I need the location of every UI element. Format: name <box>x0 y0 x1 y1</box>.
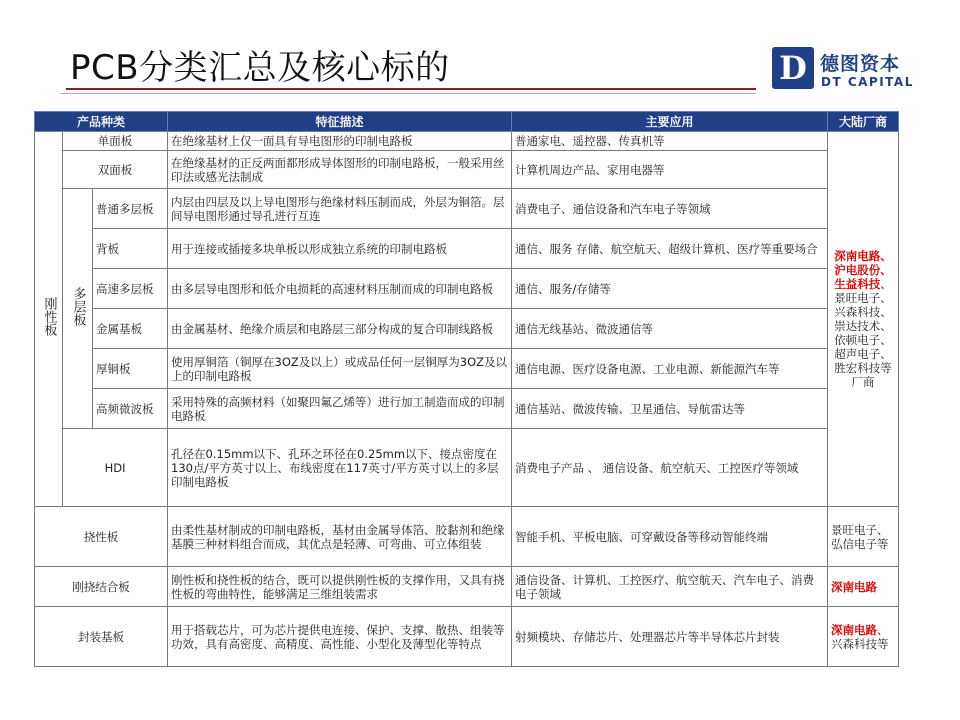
row-application: 射频模块、存储芯片、处理器芯片等半导体芯片封装 <box>512 607 828 667</box>
row-name: 挠性板 <box>35 507 168 567</box>
row-application: 消费电子产品 、 通信设备、航空航天、工控医疗等领域 <box>512 429 828 507</box>
row-feature: 孔径在0.15mm以下、孔环之环径在0.25mm以下、接点密度在130点/平方英寸以上、布线密度在117英寸/平方英寸以上的多层印制电路板 <box>168 429 512 507</box>
logo-mark-icon: D <box>772 47 814 89</box>
row-feature: 由柔性基材制成的印制电路板，基材由金属导体箔、胶黏剂和绝缘基膜三种材料组合而成，其优点是轻薄、可弯曲、可立体组装 <box>168 507 512 567</box>
row-feature: 内层由四层及以上导电图形与绝缘材料压制而成，外层为铜箔。层间导电图形通过导孔进行互连 <box>168 189 512 229</box>
rigid-makers <box>828 132 899 507</box>
row-name: HDI <box>63 429 168 507</box>
group-multilayer-label: 多层板 <box>63 189 93 429</box>
row-feature: 采用特殊的高频材料（如聚四氟乙烯等）进行加工制造而成的印制电路板 <box>168 389 512 429</box>
title-underline-thin <box>60 93 756 94</box>
logo-name-en: DT CAPITAL <box>821 75 914 89</box>
row-feature: 在绝缘基材的正反两面都形成导体图形的印制电路板，一般采用丝印法或感光法制成 <box>168 151 512 189</box>
row-application: 通信、服务 存储、航空航天、超级计算机、医疗等重要场合 <box>512 229 828 269</box>
table-row <box>35 151 899 189</box>
pcb-classification-table <box>34 111 899 667</box>
logo-name-cn: 德图资本 <box>820 53 901 75</box>
row-application: 通信设备、计算机、工控医疗、航空航天、汽车电子、消费电子领域 <box>512 567 828 607</box>
row-feature: 用于搭载芯片，可为芯片提供电连接、保护、支撑、散热、组装等功效，具有高密度、高精度、高性能、小型化及薄型化等特点 <box>168 607 512 667</box>
row-application: 通信无线基站、微波通信等 <box>512 309 828 349</box>
row-name: 高速多层板 <box>93 269 168 309</box>
row-name: 金属基板 <box>93 309 168 349</box>
flex-makers: 景旺电子、弘信电子等 <box>828 507 899 567</box>
maker-highlight: 深南电路 <box>831 622 878 637</box>
row-feature: 使用厚铜箔（铜厚在3OZ及以上）或成品任何一层铜厚为3OZ及以上的印制电路板 <box>168 349 512 389</box>
row-name: 普通多层板 <box>93 189 168 229</box>
substrate-makers <box>828 607 899 667</box>
row-application: 通信电源、医疗设备电源、工业电源、新能源汽车等 <box>512 349 828 389</box>
row-name: 背板 <box>93 229 168 269</box>
header-makers: 大陆厂商 <box>828 112 899 132</box>
row-feature: 由金属基材、绝缘介质层和电路层三部分构成的复合印制线路板 <box>168 309 512 349</box>
table-row <box>35 269 899 309</box>
row-name: 刚挠结合板 <box>35 567 168 607</box>
table-row <box>35 309 899 349</box>
header-category: 产品种类 <box>35 112 168 132</box>
row-feature: 在绝缘基材上仅一面具有导电图形的印制电路板 <box>168 132 512 151</box>
title-underline <box>66 88 756 90</box>
row-application: 普通家电、遥控器、传真机等 <box>512 132 828 151</box>
row-application: 通信基站、微波传输、卫星通信、导航雷达等 <box>512 389 828 429</box>
row-application: 智能手机、平板电脑、可穿戴设备等移动智能终端 <box>512 507 828 567</box>
row-name: 厚铜板 <box>93 349 168 389</box>
maker-list: 、兴森科技等 <box>831 622 889 651</box>
table-row <box>35 189 899 229</box>
table-row <box>35 229 899 269</box>
table-row <box>35 132 899 151</box>
maker-highlight: 生益科技 <box>834 277 881 291</box>
row-name: 双面板 <box>63 151 168 189</box>
maker-highlight: 深南电路、 <box>834 249 892 263</box>
row-feature: 由多层导电图形和低介电损耗的高速材料压制而成的印制电路板 <box>168 269 512 309</box>
table-row <box>35 429 899 507</box>
table-row <box>35 567 899 607</box>
row-feature: 用于连接或插接多块单板以形成独立系统的印制电路板 <box>168 229 512 269</box>
row-name: 高频微波板 <box>93 389 168 429</box>
row-name: 单面板 <box>63 132 168 151</box>
company-logo <box>772 47 922 93</box>
row-name: 封装基板 <box>35 607 168 667</box>
row-feature: 刚性板和挠性板的结合，既可以提供刚性板的支撑作用，又具有挠性板的弯曲特性，能够满足三维组装需求 <box>168 567 512 607</box>
group-rigid-label: 刚性板 <box>35 132 63 507</box>
maker-list: 景旺电子、兴森科技、崇达技术、依顿电子、超声电子、胜宏科技等厂商 <box>834 291 892 389</box>
table-header-row <box>35 112 899 132</box>
rigid-flex-makers: 深南电路 <box>828 567 899 607</box>
page-title: PCB分类汇总及核心标的 <box>70 48 450 88</box>
maker-highlight: 沪电股份、 <box>834 263 892 277</box>
row-application: 计算机周边产品、家用电器等 <box>512 151 828 189</box>
maker-separator: 、 <box>880 277 892 291</box>
table-row <box>35 349 899 389</box>
table-row <box>35 607 899 667</box>
header-application: 主要应用 <box>512 112 828 132</box>
row-application: 消费电子、通信设备和汽车电子等领域 <box>512 189 828 229</box>
header-feature: 特征描述 <box>168 112 512 132</box>
row-application: 通信、服务/存储等 <box>512 269 828 309</box>
table-row <box>35 507 899 567</box>
table-row <box>35 389 899 429</box>
